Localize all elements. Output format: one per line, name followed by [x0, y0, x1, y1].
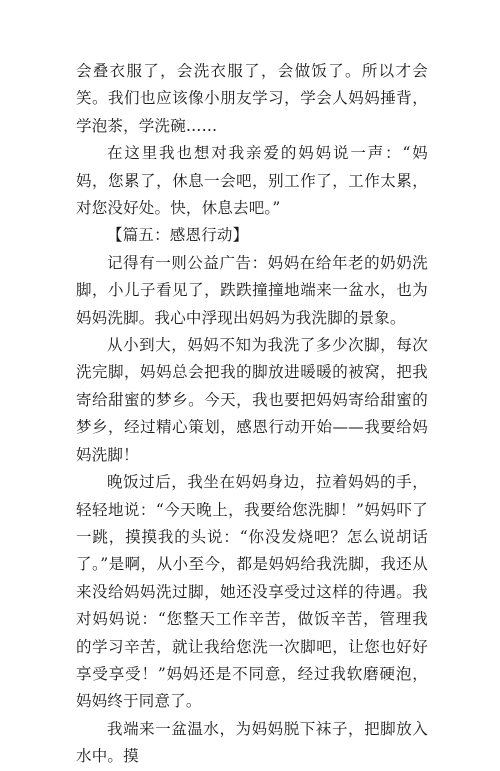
paragraph-2: 在这里我也想对我亲爱的妈妈说一声：“妈妈，您累了，休息一会吧，别工作了，工作太累，对您没好处。快，休息去吧。”	[76, 144, 428, 218]
paragraph-4: 从小到大，妈妈不知为我洗了多少次脚，每次洗完脚，妈妈总会把我的脚放进暖暖的被窝，把我寄给甜蜜的梦乡。今天，我也要把妈妈寄给甜蜜的梦乡，经过精心策划，感恩行动开始——我要给妈妈洗脚！	[76, 336, 428, 464]
section-title: 【篇五：感恩行动】	[107, 226, 249, 245]
paragraph-1: 会叠衣服了，会洗衣服了，会做饭了。所以才会笑。我们也应该像小朋友学习，学会人妈妈捶背，学泡茶，学洗碗……	[76, 62, 428, 135]
document-body	[76, 58, 428, 771]
paragraph-5: 晚饭过后，我坐在妈妈身边，拉着妈妈的手，轻轻地说：“今天晚上，我要给您洗脚！”妈妈吓了一跳，摸摸我的头说：“你没发烧吧？怎么说胡话了。”是啊，从小至今，都是妈妈给我洗脚，我还从来没给妈妈洗过脚，她还没享受过这样的待遇。我对妈妈说：“您整天工作辛苦，做饭辛苦，管理我的学习辛苦，就让我给您洗一次脚吧，让您也好好享受享受！”妈妈还是不同意，经过我软磨硬泡，妈妈终于同意了。	[76, 473, 428, 711]
paragraph-6: 我端来一盆温水，为妈妈脱下袜子，把脚放入水中。摸	[76, 719, 428, 766]
paragraph-3: 记得有一则公益广告：妈妈在给年老的奶奶洗脚，小儿子看见了，跌跌撞撞地端来一盆水，也为妈妈洗脚。我心中浮现出妈妈为我洗脚的景象。	[76, 253, 428, 327]
